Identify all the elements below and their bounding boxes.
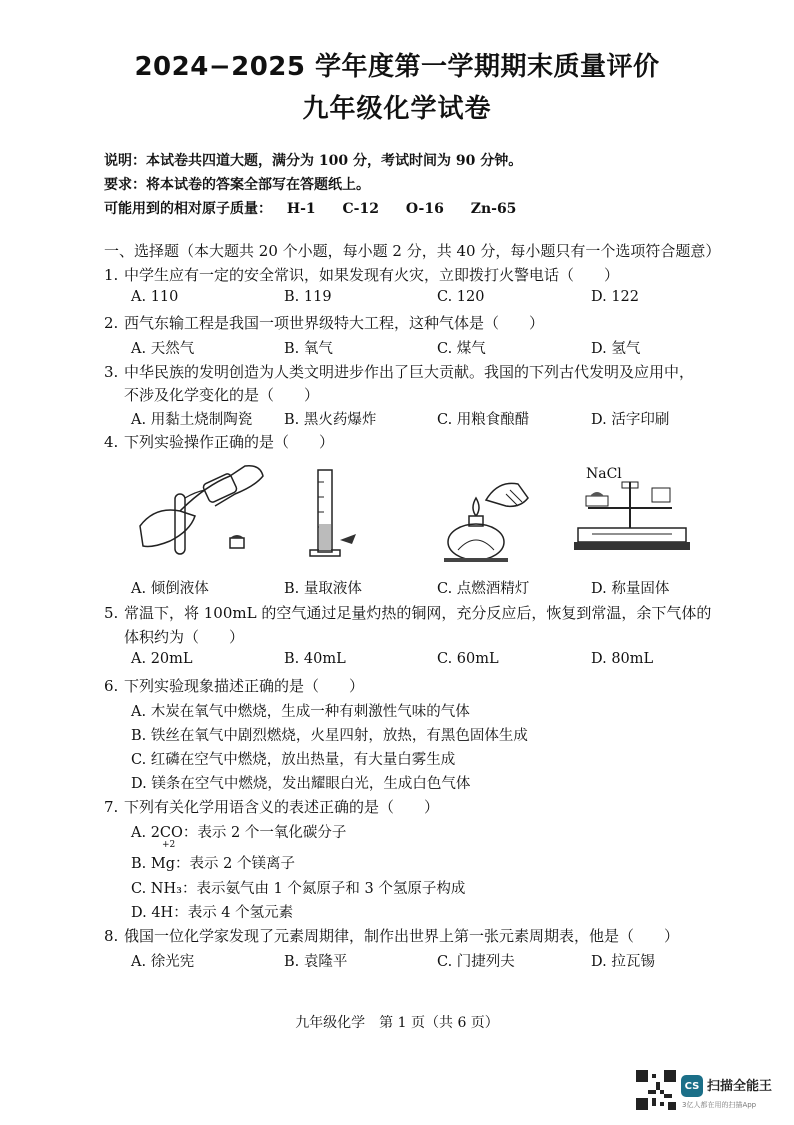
question-5 bbox=[104, 602, 711, 623]
option: A. 110 bbox=[131, 289, 179, 305]
option: D. 拉瓦锡 bbox=[591, 954, 655, 970]
camscanner-tagline: 3亿人都在用的扫描App bbox=[682, 1101, 757, 1109]
option: D. 122 bbox=[591, 289, 640, 305]
atomic-masses-label: 可能用到的相对原子质量： bbox=[104, 201, 272, 217]
question-7 bbox=[104, 796, 439, 817]
option: C. 用粮食酿醋 bbox=[437, 412, 530, 428]
question-1 bbox=[104, 264, 619, 285]
camscanner-logo-icon: CS bbox=[681, 1075, 703, 1097]
exam-title: 2024−2025 学年度第一学期期末质量评价 bbox=[134, 52, 660, 82]
question-number: 6. bbox=[104, 677, 119, 695]
instruction-requirement: 要求：将本试卷的答案全部写在答题纸上。 bbox=[104, 177, 370, 193]
option: A. 天然气 bbox=[131, 341, 195, 357]
question-number: 8. bbox=[104, 927, 119, 945]
qr-code-icon bbox=[636, 1070, 676, 1110]
question-text-continued: 不涉及化学变化的是（ ） bbox=[124, 386, 320, 404]
option: D. 氢气 bbox=[591, 341, 641, 357]
balance-scale-figure bbox=[572, 462, 692, 562]
option: A. 2CO：表示 2 个一氧化碳分子 bbox=[131, 825, 347, 841]
option: D. 活字印刷 bbox=[591, 412, 670, 428]
option: D. 4H：表示 4 个氢元素 bbox=[131, 905, 294, 921]
question-number: 1. bbox=[104, 266, 119, 284]
question-text: 下列实验现象描述正确的是（ ） bbox=[124, 677, 365, 695]
option: C. 120 bbox=[437, 289, 485, 305]
question-number: 5. bbox=[104, 604, 119, 622]
pouring-liquid-figure bbox=[135, 456, 275, 566]
option: C. 60mL bbox=[437, 651, 499, 667]
question-text: 中学生应有一定的安全常识，如果发现有火灾，立即拨打火警电话（ ） bbox=[124, 266, 620, 284]
option: C. 点燃酒精灯 bbox=[437, 581, 530, 597]
camscanner-brand: 扫描全能王 bbox=[707, 1079, 773, 1094]
nacl-label: NaCl bbox=[586, 466, 622, 482]
graduated-cylinder-figure bbox=[300, 462, 380, 562]
instruction-note: 说明：本试卷共四道大题，满分为 100 分，考试时间为 90 分钟。 bbox=[104, 153, 523, 169]
question-text: 下列有关化学用语含义的表述正确的是（ ） bbox=[124, 798, 440, 816]
question-8 bbox=[104, 925, 679, 946]
option: D. 80mL bbox=[591, 651, 654, 667]
mass-h: H-1 bbox=[286, 201, 316, 217]
mass-c: C-12 bbox=[342, 201, 379, 217]
option: A. 木炭在氧气中燃烧，生成一种有刺激性气味的气体 bbox=[131, 704, 470, 720]
option: A. 20mL bbox=[131, 651, 193, 667]
alcohol-lamp-figure bbox=[436, 470, 536, 565]
question-text: 俄国一位化学家发现了元素周期律，制作出世界上第一张元素周期表，他是（ ） bbox=[124, 927, 680, 945]
page-footer: 九年级化学 第 1 页（共 6 页） bbox=[295, 1015, 499, 1031]
question-number: 4. bbox=[104, 433, 119, 451]
option: B. 氧气 bbox=[284, 341, 333, 357]
option: D. 称量固体 bbox=[591, 581, 670, 597]
option: B. Mg：表示 2 个镁离子 bbox=[131, 856, 295, 872]
question-4 bbox=[104, 431, 334, 452]
option: A. 徐光宪 bbox=[131, 954, 195, 970]
question-number: 7. bbox=[104, 798, 119, 816]
question-text-continued: 体积约为（ ） bbox=[124, 628, 245, 646]
atomic-masses bbox=[104, 198, 538, 218]
option: B. 黑火药爆炸 bbox=[284, 412, 377, 428]
charge-superscript: +2 bbox=[162, 840, 176, 850]
option: D. 镁条在空气中燃烧，发出耀眼白光，生成白色气体 bbox=[131, 776, 471, 792]
section-heading: 一、选择题（本大题共 20 个小题，每小题 2 分，共 40 分，每小题只有一个选项符合题意） bbox=[104, 242, 721, 260]
option: C. NH₃：表示氨气由 1 个氮原子和 3 个氢原子构成 bbox=[131, 881, 466, 897]
question-text: 下列实验操作正确的是（ ） bbox=[124, 433, 335, 451]
mass-o: O-16 bbox=[405, 201, 444, 217]
option: B. 119 bbox=[284, 289, 332, 305]
question-2 bbox=[104, 312, 544, 333]
option: C. 红磷在空气中燃烧，放出热量，有大量白雾生成 bbox=[131, 752, 456, 768]
question-number: 3. bbox=[104, 363, 119, 381]
option: B. 铁丝在氧气中剧烈燃烧，火星四射，放热，有黑色固体生成 bbox=[131, 728, 528, 744]
question-6 bbox=[104, 675, 364, 696]
option: B. 40mL bbox=[284, 651, 346, 667]
exam-subtitle: 九年级化学试卷 bbox=[302, 94, 492, 124]
option: C. 煤气 bbox=[437, 341, 486, 357]
option: A. 用黏土烧制陶瓷 bbox=[131, 412, 253, 428]
option: A. 倾倒液体 bbox=[131, 581, 209, 597]
question-text: 西气东输工程是我国一项世界级特大工程，这种气体是（ ） bbox=[124, 314, 545, 332]
mass-zn: Zn-65 bbox=[470, 201, 517, 217]
question-number: 2. bbox=[104, 314, 119, 332]
option: B. 量取液体 bbox=[284, 581, 362, 597]
question-text: 中华民族的发明创造为人类文明进步作出了巨大贡献。我国的下列古代发明及应用中， bbox=[124, 363, 695, 381]
question-text: 常温下，将 100mL 的空气通过足量灼热的铜网，充分反应后，恢复到常温，余下气体的 bbox=[124, 604, 712, 622]
question-3 bbox=[104, 361, 694, 382]
option: B. 袁隆平 bbox=[284, 954, 348, 970]
option: C. 门捷列夫 bbox=[437, 954, 515, 970]
